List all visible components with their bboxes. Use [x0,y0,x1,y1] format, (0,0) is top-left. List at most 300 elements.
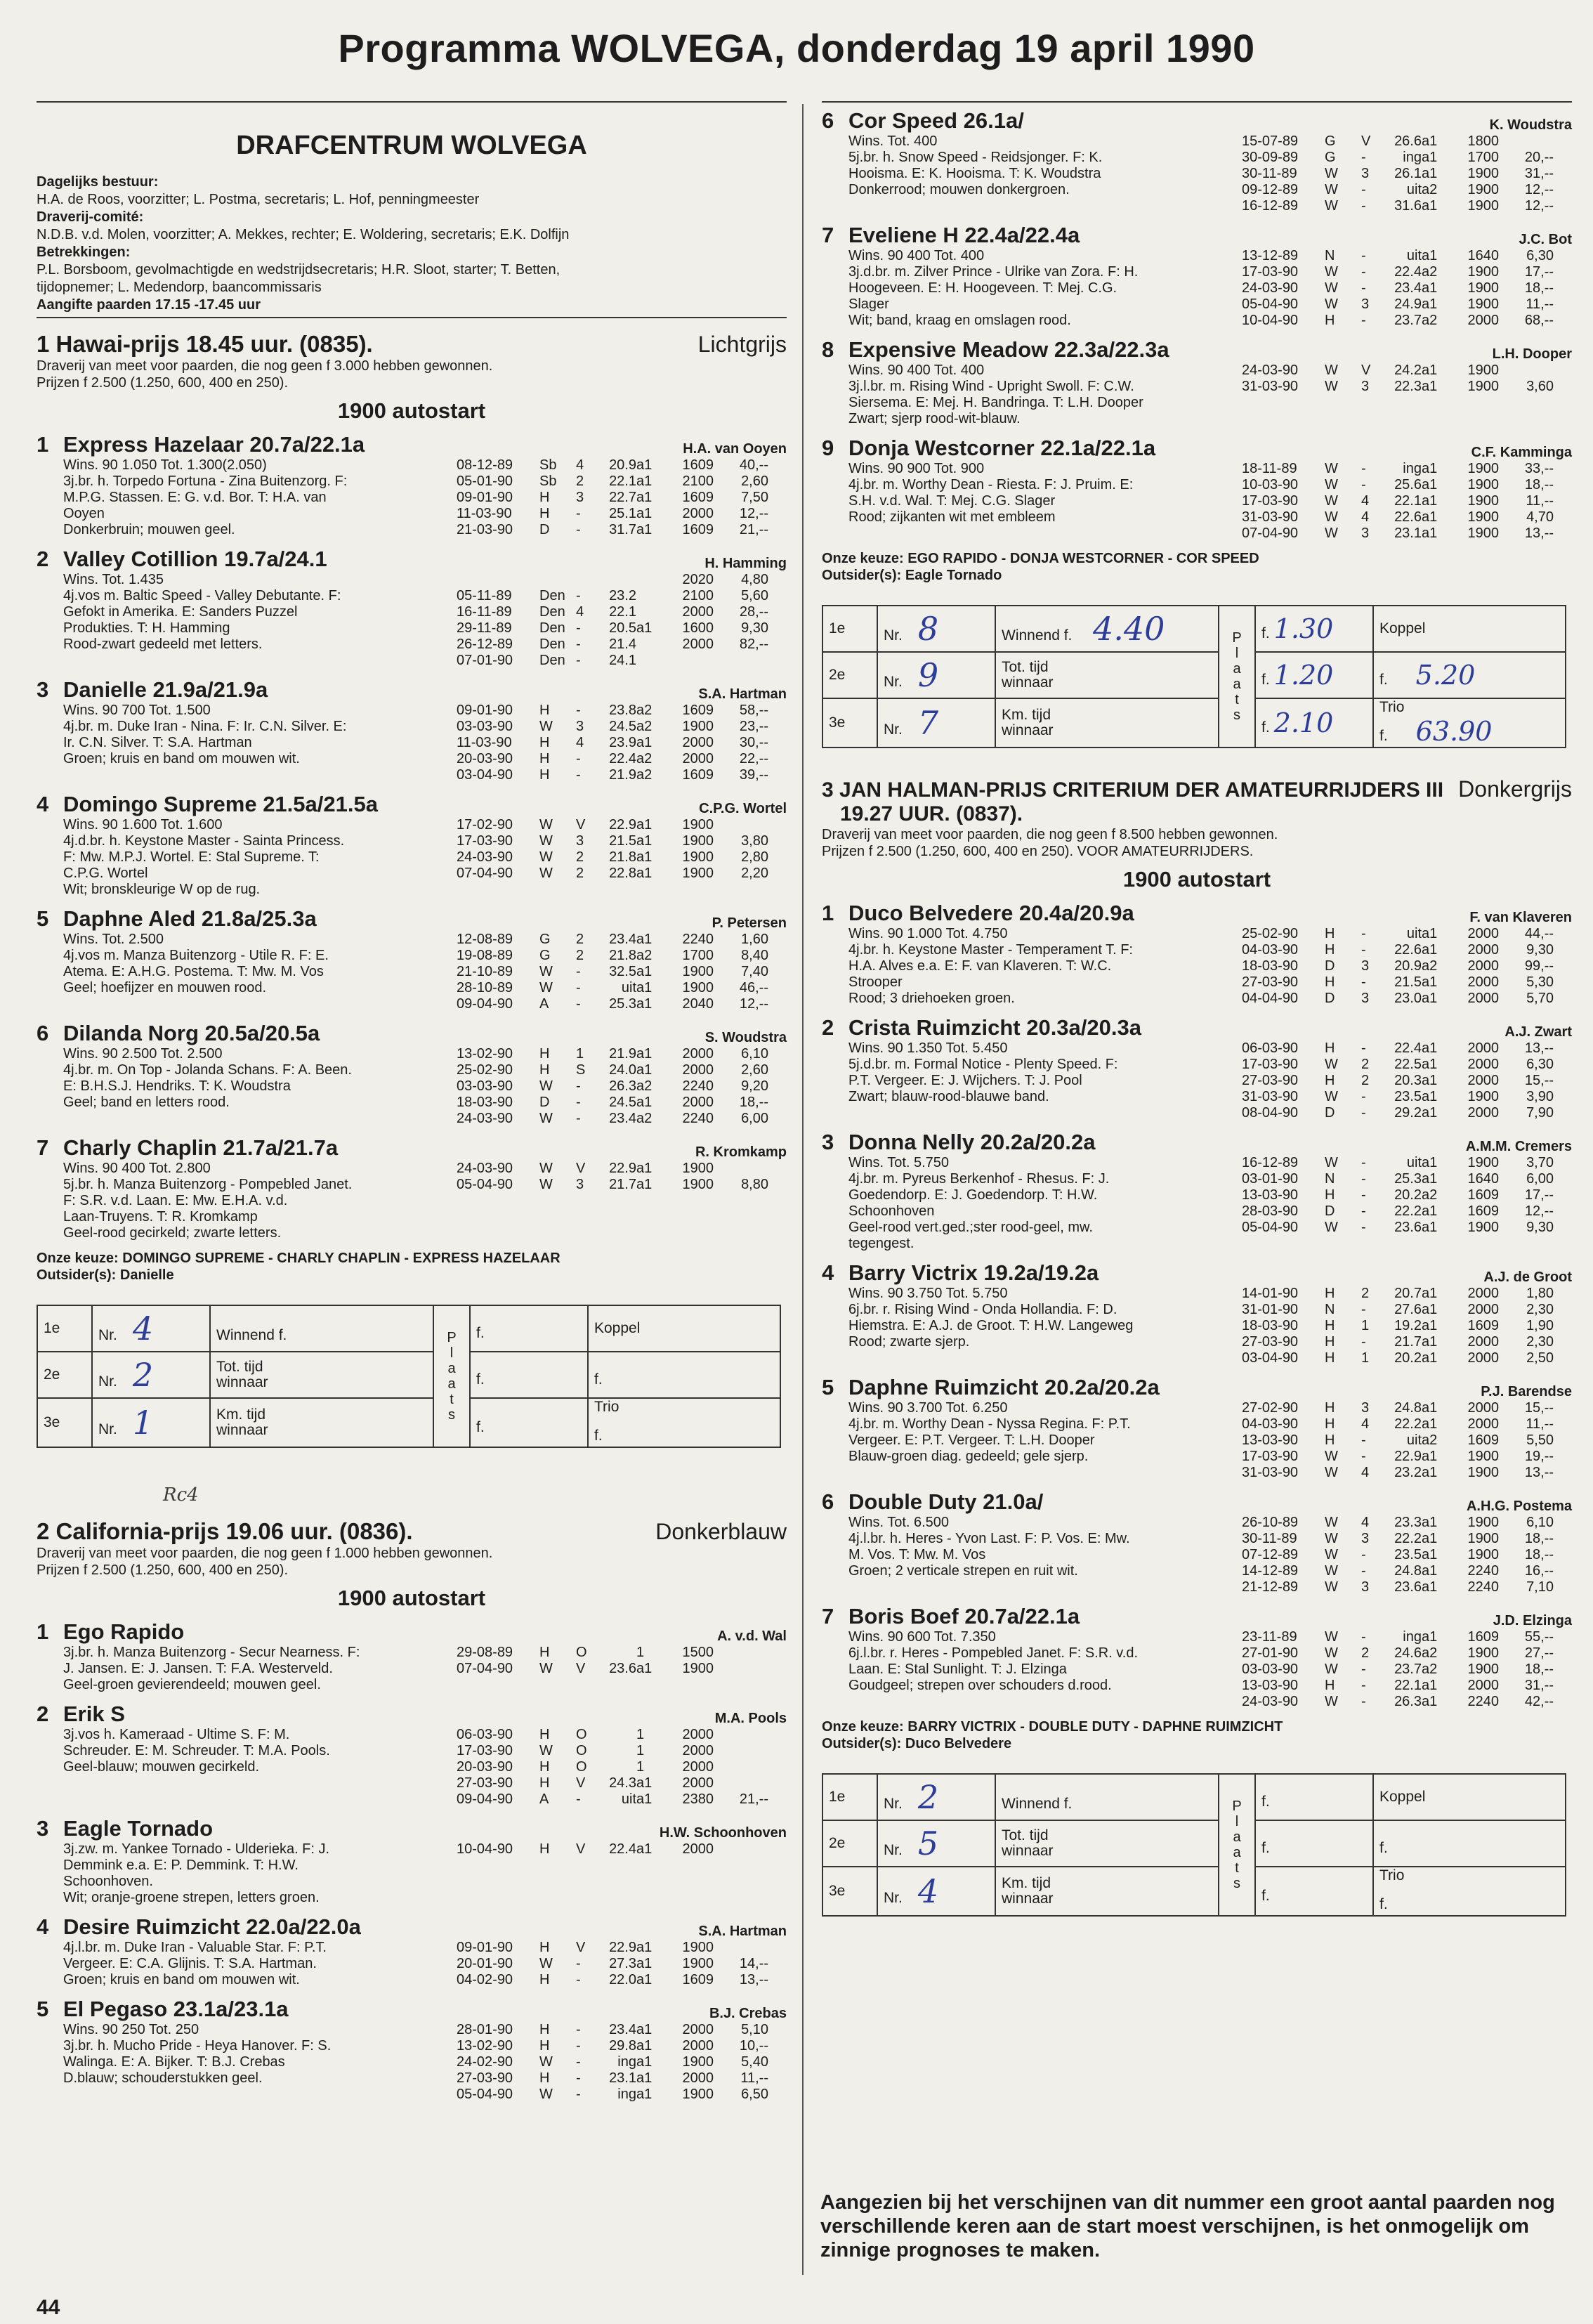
history-row [1242,1089,1572,1105]
org-title: DRAFCENTRUM WOLVEGA [236,131,587,160]
history-cell: 23.3 [1394,1515,1422,1530]
history-cell: a2 [636,751,653,766]
horse-header [37,677,787,703]
history-cell: W [539,2087,553,2102]
history-cell: 23,-- [739,719,768,734]
nr-handwritten: 7 [917,704,939,742]
history-cell: ing [617,2087,636,2102]
history-cell: 22.4 [1394,1040,1422,1056]
description-line: Goedendorp. E: J. Goedendorp. T: H.W. [848,1187,1098,1203]
history-cell: a1 [636,490,653,505]
history-cell: 27.6 [1394,1302,1422,1317]
history-cell: 13-03-90 [1242,1432,1299,1448]
horse-entry [37,432,787,538]
history-cell: 3 [576,1177,584,1192]
history-cell: a1 [1422,296,1438,312]
description-line: 5j.br. h. Manza Buitenzorg - Pompebled Janet. [63,1177,353,1192]
outsider-line: Outsider(s): Danielle [37,1267,174,1283]
horse-entry [822,1260,1572,1366]
description-line: Hiemstra. E: A.J. de Groot. T: H.W. Langeweg [848,1318,1134,1333]
history-cell: 12,-- [1524,198,1554,214]
description-line: 3j.br. h. Mucho Pride - Heya Hanover. F: S. [63,2038,332,2054]
history-cell: 17-02-90 [457,817,513,833]
history-cell: - [1361,1089,1366,1104]
koppel-value-cell [1373,652,1566,698]
history-cell: 5,30 [1526,974,1554,990]
plaats-letter: l [450,1345,454,1361]
history-cell: uit [1406,1155,1422,1170]
history-cell: D [1325,991,1335,1006]
history-cell: H [539,2070,550,2086]
history-cell: a1 [1422,1057,1438,1072]
description-line: Groen; kruis en band om mouwen wit. [63,1972,300,1987]
history-cell: 18,-- [739,1095,768,1110]
history-cell: 2 [1361,1645,1370,1661]
history-cell: 09-01-90 [457,703,513,718]
history-cell: a1 [636,1046,653,1062]
history-cell: 16-12-89 [1242,198,1299,214]
history-cell: 3 [576,833,584,849]
history-cell: 17,-- [1524,1187,1554,1203]
history-cell: - [576,2038,581,2054]
history-cell: 2,30 [1526,1334,1554,1350]
history-cell: a1 [1422,493,1438,509]
org-line [37,244,787,261]
history-cell: - [576,1972,581,1987]
plaats-letter: a [1233,1829,1241,1845]
history-cell: a2 [636,1111,653,1126]
history-cell: W [1325,379,1338,394]
description-line: J. Jansen. E: J. Jansen. T: F.A. Westerveld. [63,1661,333,1676]
trainer-name: K. Woudstra [1489,117,1572,133]
trainer-name: C.P.G. Wortel [699,801,787,816]
history-cell [593,1743,636,1759]
plaats-letter: s [1233,707,1240,723]
race-title-line2: 19.27 UUR. (0837). [840,802,1023,825]
history-cell: 6,50 [741,2087,768,2102]
horse-header [822,108,1572,133]
history-cell: 24.6 [1394,1645,1422,1661]
history-cell: 20.9 [609,457,636,473]
race-history [457,1841,787,1906]
result-nr-cell [877,1820,995,1867]
history-cell: - [1361,1629,1366,1645]
koppel-label: Koppel [1379,620,1426,637]
horse-header [822,436,1572,461]
description-line: 4j.br. m. Worthy Dean - Riesta. F: J. Pruim. E: [848,477,1134,492]
horse-header [822,1375,1572,1400]
result-nr-cell [877,1867,995,1916]
history-cell: D [1325,1203,1335,1219]
horse-name-text: El Pegaso 23.1a/23.1a [63,1997,289,2021]
history-cell: ing [1403,1629,1422,1645]
horse-name-text: Eagle Tornado [63,1816,214,1841]
history-cell: H [539,1645,550,1660]
history-cell: 6,00 [1526,1171,1554,1187]
horse-description [37,2022,457,2103]
history-cell: a1 [636,1062,653,1078]
horse-number: 6 [822,108,834,133]
history-cell: 05-04-90 [457,1177,513,1192]
history-cell: 2000 [682,637,714,652]
history-row [457,703,787,719]
horse-name [37,432,365,457]
result-place-label: 2e [822,652,877,698]
result-info-label: Km. tijd winnaar [1002,1874,1054,1907]
horse-name-text: Double Duty 21.0a/ [848,1489,1044,1514]
history-cell: 3 [1361,166,1370,181]
history-cell: 1900 [1467,1465,1499,1480]
race-title: 3 JAN HALMAN-PRIJS CRITERIUM DER AMATEURRIJDERS III [822,778,1444,802]
koppel-value: 5.20 [1415,660,1476,691]
history-cell [593,1645,636,1661]
trainer-name: A. v.d. Wal [717,1628,787,1644]
horse-name-text: Erik S [63,1702,125,1726]
history-cell: Den [539,588,565,603]
history-row [1242,1678,1572,1694]
history-cell: - [576,522,581,537]
race-history [1242,1515,1572,1595]
history-cell: W [539,1956,553,1971]
right-column [822,98,1572,1917]
history-cell: 1900 [682,833,714,849]
history-cell: 23.5 [1394,1547,1422,1562]
horse-name [822,337,1169,363]
history-row [1242,1187,1572,1203]
horse-name [822,436,1155,461]
description-line: Vergeer. E: C.A. Glijnis. T: S.A. Hartman. [63,1956,317,1971]
horse-name [822,1130,1096,1155]
history-cell: 1900 [1467,1155,1499,1170]
history-cell: uit [1406,182,1422,197]
horse-description [37,572,457,669]
history-cell: a1 [636,817,653,833]
history-cell: a1 [636,980,653,995]
history-cell: uit [1406,248,1422,263]
description-line: Hoogeveen. E: H. Hoogeveen. T: Mej. C.G. [848,280,1117,296]
history-row [457,506,787,522]
history-cell: 42,-- [1524,1694,1554,1709]
history-row [457,1841,787,1858]
history-cell: 12,-- [1524,182,1554,197]
horse-number: 6 [37,1021,49,1045]
horse-body [37,1046,787,1127]
history-row [1242,1073,1572,1089]
result-table [822,1773,1566,1917]
history-row [1242,264,1572,280]
horse-entry [37,906,787,1012]
history-cell: 12,-- [739,996,768,1012]
history-cell: 5,70 [1526,991,1554,1006]
horse-entry [37,1021,787,1127]
history-cell: 31-03-90 [1242,379,1299,394]
description-line: Goudgeel; strepen over schouders d.rood. [848,1678,1112,1693]
plaats-letter: a [1233,661,1241,677]
trainer-name: A.J. de Groot [1483,1269,1572,1285]
history-cell: Den [539,637,565,652]
history-cell: 7,40 [741,964,768,979]
history-cell: 1900 [682,2087,714,2102]
description-line: M.P.G. Stassen. E: G. v.d. Bor. T: H.A. van [63,490,327,505]
history-cell: W [1325,1694,1338,1709]
history-cell [1499,133,1554,150]
history-cell: 1609 [682,1972,714,1987]
history-cell: 23.5 [1394,1089,1422,1104]
our-pick [822,1718,1572,1752]
history-cell: 6,30 [1526,1057,1554,1072]
history-cell: 09-01-90 [457,490,513,505]
history-cell: a2 [1422,1662,1438,1677]
history-cell: 20.3 [1394,1073,1422,1088]
horse-number: 5 [822,1375,834,1399]
history-cell: W [1325,1547,1338,1562]
horse-body [822,1629,1572,1710]
trio-label [1379,699,1559,716]
history-cell: 07-04-90 [457,1661,513,1676]
f-label: f. [476,1419,485,1435]
history-row [457,1062,787,1078]
history-cell: 2000 [1467,1678,1499,1693]
f-label: f. [1379,728,1388,744]
history-cell: 31-03-90 [1242,1089,1299,1104]
result-row [37,1398,780,1447]
history-cell: 18-03-90 [1242,1318,1299,1333]
history-cell: W [1325,1220,1338,1235]
history-row [1242,1629,1572,1645]
history-cell: 3 [1361,296,1370,312]
history-row [1242,461,1572,477]
description-line: Groen; kruis en band om mouwen wit. [63,751,300,766]
history-cell: W [539,1161,553,1176]
history-cell: a1 [1422,1334,1438,1350]
history-cell: - [576,2070,581,2086]
horse-number: 2 [37,547,49,571]
history-cell: 04-04-90 [1242,991,1299,1006]
description-line: Wins. Tot. 6.500 [848,1515,950,1530]
history-cell: 2 [576,948,584,963]
horse-name-text: Eveliene H 22.4a/22.4a [848,223,1080,247]
race-history [1242,248,1572,329]
plaats-letter: s [1233,1876,1240,1891]
horse-name-text: Domingo Supreme 21.5a/21.5a [63,792,378,816]
race-history [457,932,787,1012]
history-row [1242,525,1572,542]
history-cell: 82,-- [739,637,768,652]
horse-body [37,457,787,538]
nr-label: Nr. [98,1373,117,1390]
plaats-cell [1255,652,1373,698]
history-cell: 2 [576,474,584,489]
history-cell: 1 [1361,1318,1370,1333]
race-history [457,1161,787,1241]
horse-name-text: Donja Westcorner 22.1a/22.1a [848,436,1156,460]
history-row [457,1775,787,1791]
history-cell: - [1361,1563,1366,1579]
horse-number: 2 [37,1702,49,1726]
race-title-wrap [822,778,1443,826]
nr-handwritten: 4 [132,1310,154,1347]
description-line: 3j.l.br. m. Rising Wind - Upright Swoll. F: C.W. [848,379,1134,394]
history-cell: H [539,703,550,718]
history-cell: 40,-- [739,457,768,473]
history-cell: 09-04-90 [457,1791,513,1807]
race-title-wrap [37,331,373,358]
history-cell: 1900 [682,1940,714,1955]
history-row [457,1759,787,1775]
nr-label: Nr. [884,722,903,738]
description-line: 4j.vos m. Baltic Speed - Valley Debutante. F: [63,588,341,603]
plaats-cell [470,1352,588,1398]
history-cell: 27-03-90 [1242,1334,1299,1350]
history-cell: a1 [1422,1203,1438,1219]
history-cell: 21-12-89 [1242,1579,1299,1595]
description-line: F: S.R. v.d. Laan. E: Mw. E.H.A. v.d. [63,1193,288,1208]
horse-entry [822,1375,1572,1481]
horse-body [37,2022,787,2103]
history-cell: 4 [1361,509,1370,525]
trainer-name: L.H. Dooper [1492,346,1572,362]
koppel-cell [1373,606,1566,652]
history-cell: 15,-- [1524,1073,1554,1088]
koppel-label: Koppel [1379,1789,1426,1805]
horse-number: 7 [37,1135,49,1160]
description-line: Produkties. T: H. Hamming [63,620,230,636]
history-cell: 20-03-90 [457,1759,513,1775]
horse-name [37,677,268,703]
history-row [1242,313,1572,329]
result-nr-cell [877,698,995,748]
history-cell: - [1361,1040,1366,1056]
history-cell: 6,00 [741,1111,768,1126]
history-cell: 08-12-89 [457,457,513,473]
history-cell: a1 [1422,198,1438,214]
history-cell: G [1325,150,1336,165]
history-cell: 21.8 [609,849,636,865]
history-cell: 2 [576,849,584,865]
history-row [1242,1220,1572,1236]
history-cell: uit [1406,926,1422,941]
horse-body [822,1286,1572,1366]
history-cell: H [539,735,550,750]
race-history [1242,461,1572,542]
description-line: Hooisma. E: K. Hooisma. T: K. Woudstra [848,166,1101,181]
history-cell [636,637,659,653]
condition-line: Draverij van meet voor paarden, die nog geen f 8.500 hebben gewonnen. [822,827,1278,842]
history-cell: 5,60 [741,588,768,603]
history-cell: 10-04-90 [1242,313,1299,328]
history-cell: 32.5 [609,964,636,979]
condition-line: Draverij van meet voor paarden, die nog geen f 1.000 hebben gewonnen. [37,1546,493,1561]
history-cell: 1700 [1467,150,1499,165]
history-cell: 2000 [1467,958,1499,974]
history-cell: 17-03-90 [1242,493,1299,509]
history-cell: 2000 [1467,1073,1499,1088]
history-cell [714,1841,768,1858]
history-cell: - [1361,477,1366,492]
result-place-label: 2e [37,1352,92,1398]
history-cell: a1 [636,506,653,521]
horse-entry [822,337,1572,427]
history-cell: 2,80 [741,849,768,865]
horse-name-text: Cor Speed 26.1a/ [848,108,1024,133]
description-line: Wins. Tot. 400 [848,133,938,149]
horse-body [822,1155,1572,1252]
history-cell: - [576,980,581,995]
history-cell: a1 [1422,1286,1438,1301]
horse-number: 6 [822,1489,834,1514]
history-cell: 12-08-89 [457,932,513,947]
horse-number: 4 [822,1260,834,1285]
history-cell: 4 [576,457,584,473]
horse-body [37,932,787,1012]
history-cell: 22.8 [609,866,636,881]
history-row [1242,1694,1572,1710]
race-conditions [37,1545,787,1579]
history-cell: W [1325,1531,1338,1546]
trainer-name: R. Kromkamp [695,1144,787,1160]
history-cell: 2000 [1467,1400,1499,1416]
history-cell: 31,-- [1524,166,1554,181]
history-row [457,833,787,849]
history-cell: 20.7 [1394,1286,1422,1301]
history-cell: W [1325,166,1338,181]
history-cell: a1 [1422,1073,1438,1088]
history-row [457,948,787,964]
history-cell: a1 [636,2070,653,2086]
history-cell: 2000 [1467,974,1499,990]
horse-entry [37,1997,787,2103]
history-row [457,1940,787,1956]
description-line: 5j.d.br. m. Formal Notice - Plenty Speed. F: [848,1057,1118,1072]
history-cell: ing [1403,150,1422,165]
nr-label: Nr. [98,1421,117,1437]
history-cell: 07-12-89 [1242,1547,1299,1562]
history-cell: W [1325,1515,1338,1530]
description-line: Wit; oranje-groene strepen, letters groen. [63,1890,320,1905]
history-cell: 2100 [682,474,714,489]
history-cell: 2100 [682,588,714,603]
history-cell: 6,10 [1526,1515,1554,1530]
description-line: Zwart; blauw-rood-blauwe band. [848,1089,1049,1104]
history-cell: a1 [636,735,653,750]
history-cell: G [539,948,551,963]
history-cell: 25.1 [609,506,636,521]
trio-cell [588,1398,780,1447]
race-color: Donkergrijs [1458,776,1572,802]
history-cell: 1609 [682,522,714,537]
result-info-label: Winnend f. [1002,627,1073,644]
horse-entry [822,223,1572,329]
trio-cell [1373,698,1566,748]
horse-description [37,1841,457,1906]
race-history [1242,1400,1572,1481]
history-cell: a1 [1422,379,1438,394]
history-row [1242,974,1572,991]
history-cell: 2240 [1467,1579,1499,1595]
history-cell: 3 [576,719,584,734]
history-cell: a1 [1422,280,1438,296]
history-cell: 23-11-89 [1242,1629,1297,1645]
horse-name-text: Danielle 21.9a/21.9a [63,677,268,702]
history-cell: 22.9 [609,817,636,833]
history-cell: a2 [636,948,653,963]
history-row [457,1661,787,1677]
description-line: H.A. Alves e.a. E: F. van Klaveren. T: W.C. [848,958,1112,974]
history-cell: - [576,1078,581,1094]
history-cell: W [1325,1465,1338,1480]
history-cell: 1609 [1467,1203,1499,1219]
history-cell: 22.2 [1394,1203,1422,1219]
